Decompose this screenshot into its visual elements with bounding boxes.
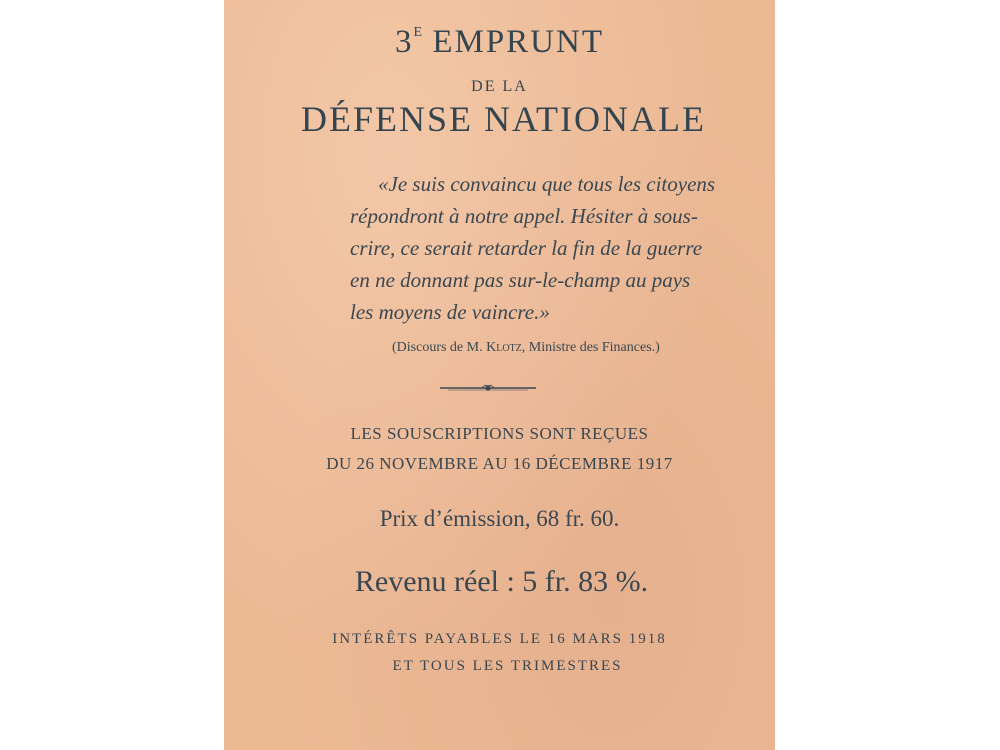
issue-price: Prix d’émission, 68 fr. 60. — [379, 506, 620, 531]
minister-quote — [350, 168, 720, 328]
quote-line: répondront à notre appel. Hésiter à sous- — [350, 204, 698, 228]
quote-attribution — [392, 340, 660, 356]
interest-payable-line1: INTÉRÊTS PAYABLES LE 16 MARS 1918 — [332, 631, 667, 647]
quote-line: les moyens de vaincre.» — [350, 300, 550, 324]
real-revenue: Revenu réel : 5 fr. 83 %. — [354, 565, 649, 598]
ornament-divider — [438, 382, 538, 394]
title-de-la: DE LA — [471, 78, 528, 95]
title-number: 3 — [395, 24, 414, 60]
attribution-prefix: (Discours de M. — [392, 340, 487, 355]
title-word: EMPRUNT — [432, 24, 604, 60]
attribution-suffix: , Ministre des Finances.) — [521, 340, 660, 355]
title-number-suffix: E — [413, 25, 423, 40]
title-emprunt — [224, 24, 775, 61]
quote-line: «Je suis convaincu que tous les citoyens — [378, 172, 716, 196]
title-defense-nationale: DÉFENSE NATIONALE — [301, 99, 706, 139]
attribution-name: Klotz — [486, 340, 522, 355]
subscription-notice-line1: LES SOUSCRIPTIONS SONT REÇUES — [350, 424, 649, 443]
quote-line: crire, ce serait retarder la fin de la guerre — [350, 236, 703, 260]
interest-payable-line2: ET TOUS LES TRIMESTRES — [392, 658, 623, 674]
quote-line: en ne donnant pas sur-le-champ au pays — [350, 268, 691, 292]
loan-pamphlet — [224, 0, 775, 750]
subscription-dates: DU 26 NOVEMBRE AU 16 DÉCEMBRE 1917 — [326, 454, 673, 473]
